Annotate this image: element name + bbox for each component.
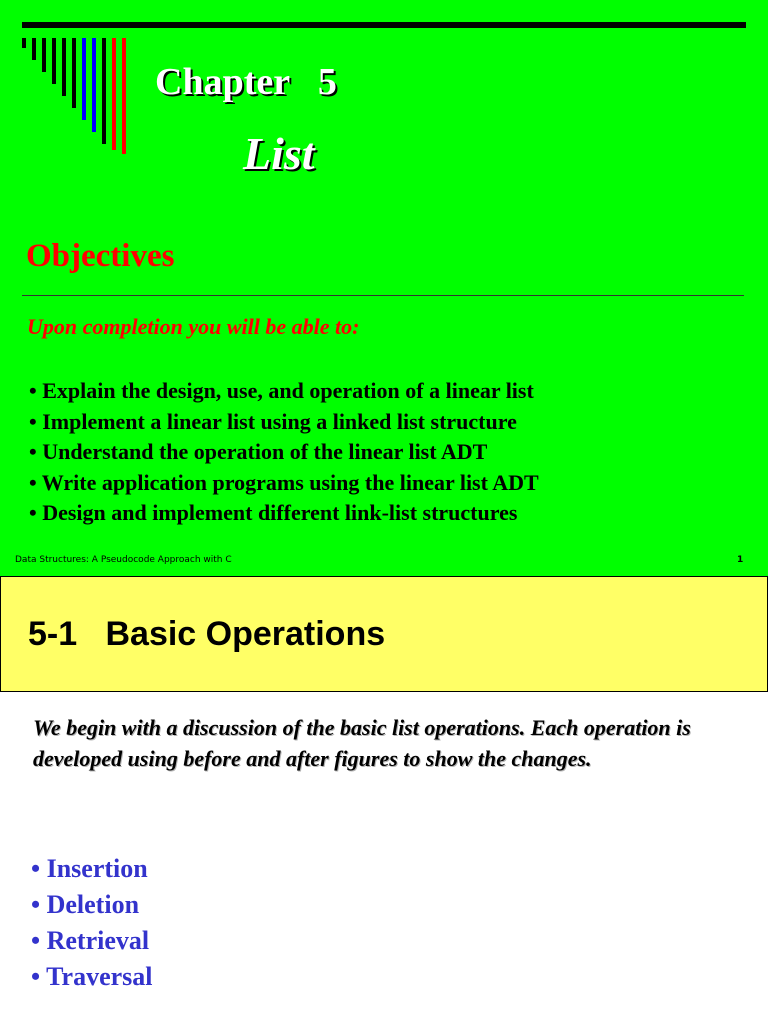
slide-footer: Data Structures: A Pseudocode Approach with C <box>15 555 232 565</box>
list-item: • Traversal <box>31 962 153 991</box>
list-item: • Write application programs using the linear list ADT <box>29 469 539 495</box>
list-item: • Explain the design, use, and operation of a linear list <box>29 378 534 403</box>
list-item: • Retrieval <box>31 926 150 955</box>
page-number: 1 <box>737 555 744 565</box>
section-title: 5-1 Basic Operations <box>28 615 386 653</box>
objectives-list <box>29 376 539 529</box>
section-description: We begin with a discussion of the basic list operations. Each operation is developed using before and after figures to show the changes. <box>33 715 691 771</box>
list-item: • Implement a linear list using a linked list structure <box>29 408 517 434</box>
top-rule <box>22 22 746 28</box>
list-item: • Deletion <box>31 890 140 919</box>
objectives-divider <box>22 295 744 296</box>
content-slide <box>0 576 768 1024</box>
list-item: • Design and implement different link-list structures <box>29 500 518 525</box>
operations-list <box>31 851 153 995</box>
section-header <box>0 576 768 692</box>
objectives-heading: Objectives <box>26 238 175 274</box>
list-item: • Insertion <box>31 854 148 883</box>
objectives-intro: Upon completion you will be able to: <box>27 314 360 339</box>
list-item: • Understand the operation of the linear list ADT <box>29 439 488 464</box>
chapter-heading: Chapter 5 <box>155 61 337 103</box>
chapter-title: List <box>243 128 315 179</box>
